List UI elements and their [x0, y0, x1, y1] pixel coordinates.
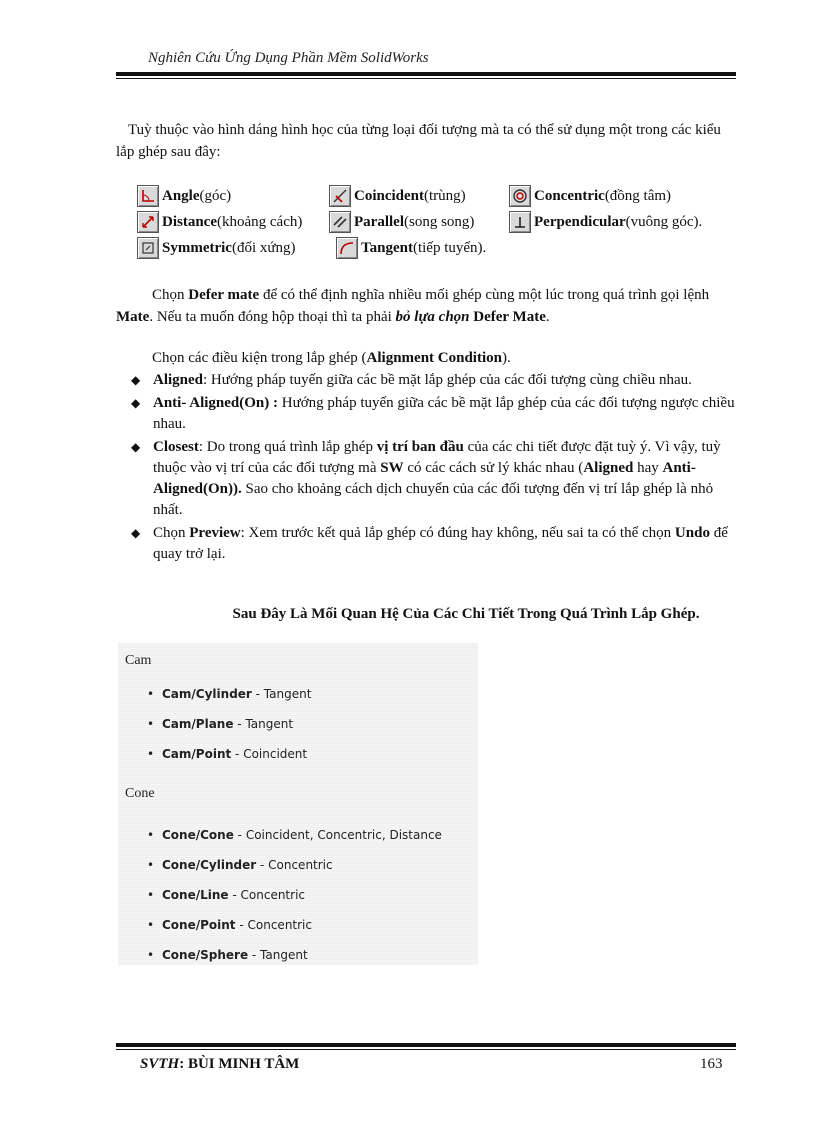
footer-author: SVTH: BÙI MINH TÂM — [140, 1056, 300, 1072]
diamond-bullet-icon: ◆ — [131, 396, 141, 410]
mate-perpendicular: Perpendicular (vuông góc). — [509, 211, 702, 233]
alignment-paragraph: Chọn các điều kiện trong lắp ghép (Alignment Condition). — [152, 350, 511, 366]
relations-subtitle: Sau Đây Là Mối Quan Hệ Của Các Chi Tiết Trong Quá Trình Lắp Ghép. — [232, 606, 700, 622]
mate-parallel: Parallel (song song) — [329, 211, 474, 233]
mate-symmetric: Symmetric (đối xứng) — [137, 237, 296, 259]
tangent-icon — [336, 237, 358, 259]
mate-angle: Angle (góc) — [137, 185, 231, 207]
header-rule-thick — [116, 72, 736, 76]
intro-paragraph: Tuỳ thuộc vào hình dáng hình học của từng loại đối tượng mà ta có thể sử dụng một trong các kiểu lắp ghép sau đây: — [116, 122, 721, 160]
list-item: • Cone/Line - Concentric — [147, 888, 306, 902]
symmetric-icon — [137, 237, 159, 259]
defer-mate-paragraph: Chọn Defer mate để có thể định nghĩa nhiều mối ghép cùng một lúc trong quá trình gọi lệnh Mate. Nếu ta muốn đóng hộp thoại thì ta phải bỏ lựa chọn Defer Mate. — [116, 287, 710, 325]
list-item-aligned: ◆ Aligned: Hướng pháp tuyến giữa các bề mặt lắp ghép của các đối tượng cùng chiều nhau. — [131, 370, 741, 391]
list-item: • Cone/Cylinder - Concentric — [147, 858, 333, 872]
footer-rule-thick — [116, 1043, 736, 1047]
diamond-bullet-icon: ◆ — [131, 440, 141, 454]
page-header-title: Nghiên Cứu Ứng Dụng Phần Mềm SolidWorks — [148, 50, 429, 66]
angle-icon — [137, 185, 159, 207]
list-item: • Cam/Plane - Tangent — [147, 717, 294, 731]
distance-icon — [137, 211, 159, 233]
list-item-closest: ◆ Closest: Do trong quá trình lắp ghép vị trí ban đầu của các chi tiết được đặt tuỳ ý. Vì vậy, tuỳ thuộc vào vị trí của các đối tượng mà SW có các cách sử lý khác nhau (Aligned hay Anti- Aligned(On)). Sao cho khoảng cách dịch chuyển của các đối tượng đến vị trí lắp ghép là nhỏ nhất. — [131, 439, 721, 518]
diamond-bullet-icon: ◆ — [131, 526, 141, 540]
footer-rule-thin — [116, 1049, 736, 1050]
list-item: • Cam/Point - Coincident — [147, 747, 308, 761]
mate-distance: Distance (khoảng cách) — [137, 211, 302, 233]
alignment-options-list — [131, 370, 741, 567]
list-item: • Cam/Cylinder - Tangent — [147, 687, 312, 701]
mate-coincident: Coincident (trùng) — [329, 185, 466, 207]
category-heading-cone: Cone — [125, 786, 155, 801]
category-heading-cam: Cam — [125, 653, 152, 668]
list-item: • Cone/Point - Concentric — [147, 918, 312, 932]
concentric-icon — [509, 185, 531, 207]
relations-panel — [118, 643, 478, 965]
diamond-bullet-icon: ◆ — [131, 373, 141, 387]
header-rule-thin — [116, 78, 736, 79]
mate-tangent: Tangent (tiếp tuyến). — [336, 237, 486, 259]
parallel-icon — [329, 211, 351, 233]
page-number: 163 — [700, 1056, 723, 1072]
list-item: • Cone/Sphere - Tangent — [147, 948, 308, 962]
list-item: • Cone/Cone - Coincident, Concentric, Distance — [147, 828, 442, 842]
perpendicular-icon — [509, 211, 531, 233]
mate-concentric: Concentric (đồng tâm) — [509, 185, 671, 207]
list-item-preview: ◆ Chọn Preview: Xem trước kết quả lắp ghép có đúng hay không, nếu sai ta có thể chọn Undo để quay trở lại. — [131, 525, 728, 562]
coincident-icon — [329, 185, 351, 207]
list-item-anti-aligned: ◆ Anti- Aligned(On) : Hướng pháp tuyến giữa các bề mặt lắp ghép của các đối tượng ngược chiều nhau. — [131, 395, 735, 432]
